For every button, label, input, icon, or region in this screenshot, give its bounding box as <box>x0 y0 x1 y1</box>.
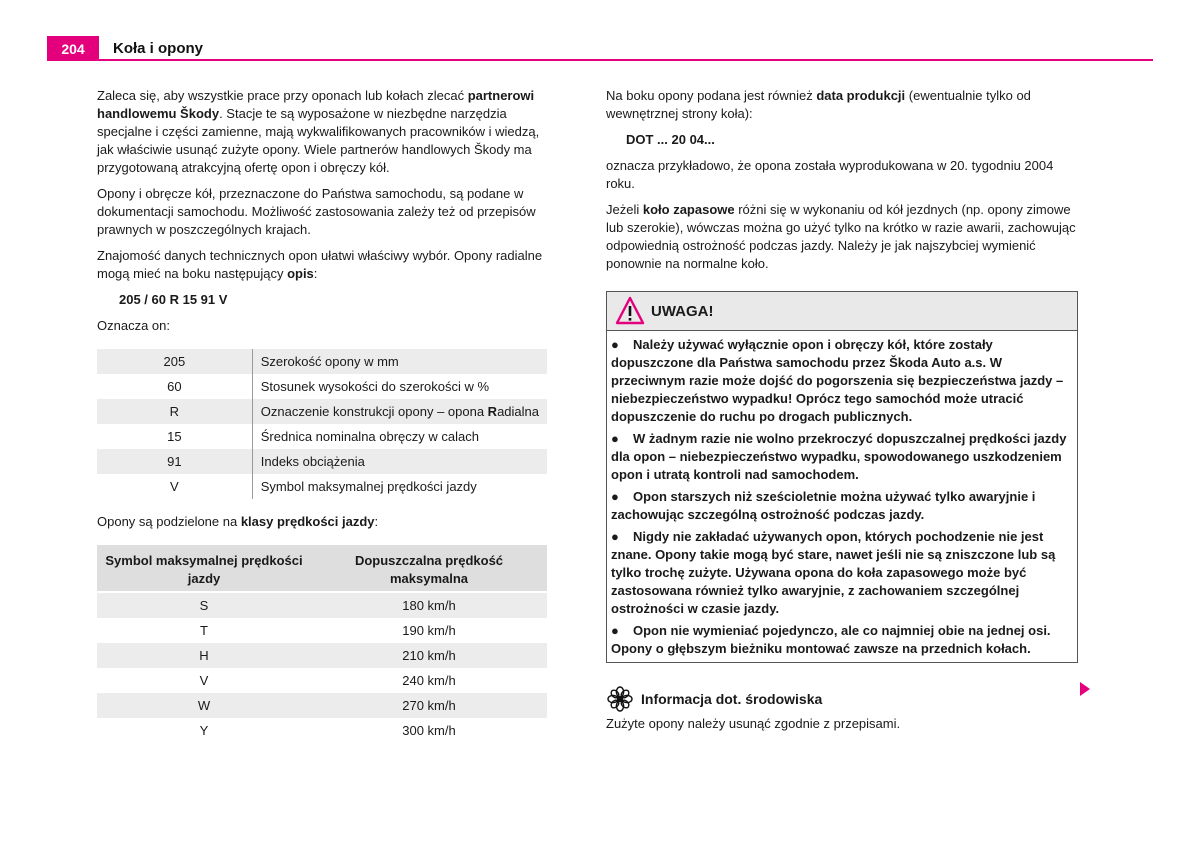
warning-item: ● Opon nie wymieniać pojedynczo, ale co najmniej obie na jednej osi. Opony o głębszym bieżniku montować zawsze na przednich kołach. <box>611 623 1051 656</box>
page-header <box>47 36 1153 60</box>
flower-icon <box>606 685 634 713</box>
tire-code-table <box>97 349 547 499</box>
table-row: 91 Indeks obciążenia <box>97 449 547 474</box>
next-page-arrow-icon[interactable] <box>1080 682 1090 696</box>
speed-classes-intro: Opony są podzielone na klasy prędkości jazdy: <box>97 514 379 529</box>
table-row: V Symbol maksymalnej prędkości jazdy <box>97 474 547 499</box>
warning-header <box>607 292 1077 331</box>
tire-data-paragraph: Znajomość danych technicznych opon ułatwi właściwy wybór. Opony radialne mogą mieć na boku następujący opis: <box>97 248 543 281</box>
warning-title: UWAGA! <box>651 303 714 320</box>
bullet-icon: ● <box>611 337 619 352</box>
tire-spec-code: 205 / 60 R 15 91 V <box>119 292 228 307</box>
table-row: T 190 km/h <box>200 623 456 638</box>
dot-code: DOT ... 20 04... <box>626 132 715 147</box>
production-date-paragraph: Na boku opony podana jest również data produkcji (ewentualnie tylko od wewnętrznej strony koła): <box>606 88 1031 121</box>
bullet-icon: ● <box>611 623 619 638</box>
table-row: S 180 km/h <box>97 593 547 618</box>
chapter-title: Koła i opony <box>113 40 203 57</box>
warning-item: ● Nigdy nie zakładać używanych opon, których pochodzenie nie jest znane. Opony takie mogą być stare, nawet jeśli nie są zniszczone lub są tylko trochę zużyte. Używana opona do koła zapasowego może być zastosowana również tylko awaryjnie, z zachowaniem szczególnej ostrożności w czasie jazdy. <box>611 529 1056 616</box>
column-header: Dopuszczalna prędkość maksymalna <box>311 545 547 593</box>
table-header-row <box>97 545 547 593</box>
right-column <box>606 87 1078 733</box>
warning-triangle-icon <box>615 296 645 326</box>
warning-item: ● W żadnym razie nie wolno przekroczyć dopuszczalnej prędkości jazdy dla opon – niebezpieczeństwo wypadku, spowodowanego uszkodzeniem opon i utratą kontroli nad samochodem. <box>611 431 1067 482</box>
left-column <box>97 87 557 743</box>
table-row: Y 300 km/h <box>199 723 456 738</box>
warning-item: ● Opon starszych niż sześcioletnie można używać tylko awaryjnie i zachowując szczególną ostrożność podczas jazdy. <box>611 489 1036 522</box>
header-rule <box>47 59 1153 61</box>
table-row: 205 Szerokość opony w mm <box>97 349 547 374</box>
table-row: R Oznaczenie konstrukcji opony – opona Radialna <box>97 399 547 424</box>
warning-body <box>607 331 1077 658</box>
documentation-paragraph: Opony i obręcze kół, przeznaczone do Państwa samochodu, są podane w dokumentacji samochodu. Możliwość zastosowania zależy też od przepisów prawnych w poszczególnych krajach. <box>97 186 536 237</box>
dot-explanation: oznacza przykładowo, że opona została wyprodukowana w 20. tygodniu 2004 roku. <box>606 158 1054 191</box>
spare-wheel-paragraph: Jeżeli koło zapasowe różni się w wykonaniu od kół jezdnych (np. opony zimowe lub szerokie), wówczas można go użyć tylko na krótko w razie awarii, zachowując odpowiednią ostrożność podczas jazdy. Należy je jak najszybciej wymienić ponownie na normalne koło. <box>606 202 1076 271</box>
table-row: H 210 km/h <box>97 643 547 668</box>
warning-item: ● Należy używać wyłącznie opon i obręczy kół, które zostały dopuszczone dla Państwa samochodu przez Škoda Auto a.s. W przeciwnym razie może dojść do pogorszenia się bezpieczeństwa jazdy – niebezpieczeństwo wypadku! Oprócz tego samochód może utracić dopuszczenie do ruchu po drogach publicznych. <box>611 337 1064 424</box>
bullet-icon: ● <box>611 431 619 446</box>
page-number: 204 <box>47 36 99 60</box>
intro-paragraph: Zaleca się, aby wszystkie prace przy oponach lub kołach zlecać partnerowi handlowemu Škody. Stacje te są wyposażone w niezbędne narzędzia specjalne i części zamienne, mają wykwalifikowanych pracowników i wiedzą, jak właściwie usunąć zużyte opony. Wiele partnerów handlowych Škody ma przygotowaną atrakcyjną ofertę opon i obręczy kół. <box>97 88 540 175</box>
bullet-icon: ● <box>611 489 619 504</box>
environment-title: Informacja dot. środowiska <box>641 691 823 707</box>
table-row: W 270 km/h <box>97 693 547 718</box>
warning-box <box>606 291 1078 663</box>
column-header: Symbol maksymalnej prędkości jazdy <box>97 545 311 593</box>
environment-text: Zużyte opony należy usunąć zgodnie z przepisami. <box>606 716 901 731</box>
environment-heading <box>606 685 1078 711</box>
table-row: 60 Stosunek wysokości do szerokości w % <box>97 374 547 399</box>
bullet-icon: ● <box>611 529 619 544</box>
means-label: Oznacza on: <box>97 318 170 333</box>
table-row: 15 Średnica nominalna obręczy w calach <box>97 424 547 449</box>
table-row: V 240 km/h <box>199 673 456 688</box>
speed-class-table <box>97 545 547 743</box>
